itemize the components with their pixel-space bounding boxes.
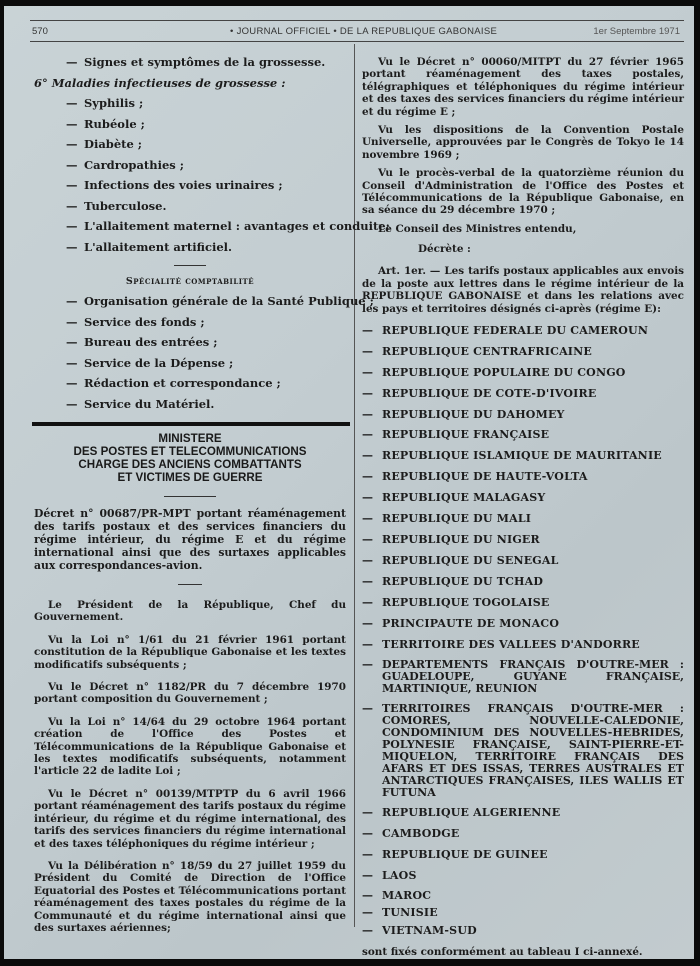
dash-bullet: —: [362, 848, 374, 862]
dash-bullet: —: [362, 386, 374, 400]
paragraph: Vu la Délibération n° 18/59 du 27 juillet 1959 du Président du Comité de Direction de l'Office Equatorial des Postes et Télécommunications portant réaménagement des taxes postales du régime de la Communauté et du régime international ainsi que des surtaxes aériennes;: [34, 859, 346, 934]
dash-bullet: —: [362, 553, 374, 567]
country-item: — REPUBLIQUE DE GUINEE: [362, 845, 684, 866]
paragraph: Vu les dispositions de la Convention Postale Universelle, approuvées par le Congrès de Tokyo le 14 novembre 1969 ;: [362, 124, 684, 161]
dash-bullet: —: [362, 574, 374, 588]
country-item: — REPUBLIQUE DU TCHAD: [362, 572, 684, 593]
dash-bullet: —: [362, 702, 373, 716]
list-item: — Bureau des entrées ;: [34, 332, 346, 353]
separator-rule: [164, 496, 216, 497]
section6-list: [34, 93, 390, 257]
specialite-heading: Spécialité comptabilité: [125, 276, 255, 287]
list-item: — L'allaitement maternel : avantages et conduite;: [34, 216, 346, 237]
list-item: — Service de la Dépense ;: [34, 353, 346, 374]
dash-bullet: —: [362, 889, 374, 903]
dash-bullet: —: [362, 512, 374, 526]
country-item: — TUNISIE: [362, 906, 438, 920]
country-item: — REPUBLIQUE DU SENEGAL: [362, 551, 684, 572]
dash-bullet: —: [66, 294, 78, 308]
dash-bullet: —: [66, 219, 78, 233]
paragraph: Vu la Loi n° 1/61 du 21 février 1961 portant constitution de la République Gabonaise et les textes modificatifs subséquents ;: [34, 633, 346, 671]
country-item: — REPUBLIQUE MALAGASY: [362, 488, 684, 509]
country-item: — TERRITOIRE DES VALLEES D'ANDORRE: [362, 635, 684, 656]
dash-bullet: —: [362, 344, 374, 358]
dash-bullet: —: [362, 365, 374, 379]
dash-bullet: —: [362, 806, 374, 820]
page-number: 570: [32, 26, 48, 37]
list-item: — Organisation générale de la Santé Publique ;: [34, 291, 346, 312]
dash-bullet: —: [66, 314, 78, 329]
paragraph: Vu la Loi n° 14/64 du 29 octobre 1964 portant création de l'Office des Postes et Télécommunications de la République Gabonaise et les textes modificatifs subséquents, notamment l'article 22 de ladite Loi ;: [34, 715, 346, 778]
right-column: [362, 44, 684, 958]
dash-bullet: —: [362, 407, 374, 421]
dash-bullet: —: [362, 428, 374, 442]
section-break-rule: [32, 422, 350, 426]
country-item: — REPUBLIQUE DE HAUTE-VOLTA: [362, 467, 684, 488]
country-item: — REPUBLIQUE ISLAMIQUE DE MAURITANIE: [362, 446, 684, 467]
section-heading: 6° Maladies infectieuses de grossesse :: [34, 75, 286, 90]
journal-title: • JOURNAL OFFICIEL • DE LA REPUBLIQUE GABONAISE: [230, 26, 498, 37]
ministry-heading: MINISTERE DES POSTES ET TELECOMMUNICATIONS CHARGE DES ANCIENS COMBATTANTS ET VICTIMES DE GUERRE: [73, 432, 307, 484]
column-divider: [354, 44, 355, 927]
paragraph: Le Conseil des Ministres entendu,: [378, 222, 577, 235]
decrete-heading: Décrète :: [418, 243, 471, 256]
dash-bullet: —: [362, 827, 374, 841]
list-item: — Service du Matériel.: [34, 394, 346, 415]
specialite-list: [34, 291, 374, 414]
list-item: — Infections des voies urinaires ;: [34, 175, 346, 196]
dash-bullet: —: [362, 924, 374, 938]
country-item: — REPUBLIQUE DU NIGER: [362, 530, 684, 551]
country-item: — LAOS: [362, 866, 684, 887]
paragraph: Vu le Décret n° 00060/MITPT du 27 février 1965 portant réaménagement des taxes postales, télégraphiques et téléphoniques du régime intérieur et des taxes des services financiers du régime intérieur et du régime E ;: [362, 56, 684, 118]
list-item: — Diabète ;: [34, 134, 346, 155]
country-item: — REPUBLIQUE TOGOLAISE: [362, 593, 684, 614]
separator-rule: [174, 265, 206, 266]
article-1: Art. 1er. — Les tarifs postaux applicables aux envois de la poste aux lettres dans le régime intérieur de la REPUBLIQUE GABONAISE et dans les relations avec les pays et territoires désignés ci-après (régime E):: [362, 265, 684, 315]
dash-bullet: —: [362, 323, 374, 337]
dash-bullet: —: [362, 595, 374, 609]
country-item-dom: — DEPARTEMENTS FRANÇAIS D'OUTRE-MER : GUADELOUPE, GUYANE FRANÇAISE, MARTINIQUE, REUNION: [362, 658, 684, 696]
list-item: — Tuberculose.: [34, 196, 346, 217]
dash-bullet: —: [362, 637, 374, 651]
dash-bullet: —: [362, 869, 374, 883]
dash-bullet: —: [66, 96, 78, 110]
dash-bullet: —: [362, 616, 374, 630]
list-item: — Rubéole ;: [34, 114, 346, 135]
dash-bullet: —: [362, 470, 374, 484]
dash-bullet: —: [66, 198, 78, 213]
list-item: — L'allaitement artificiel.: [34, 237, 346, 258]
list-item: — Cardropathies ;: [34, 155, 346, 176]
document-page: [4, 6, 694, 959]
dash-bullet: —: [66, 396, 78, 411]
country-item: — REPUBLIQUE POPULAIRE DU CONGO: [362, 363, 684, 384]
country-item: — VIETNAM-SUD: [362, 921, 684, 942]
dash-bullet: —: [66, 55, 78, 69]
dash-bullet: —: [66, 116, 78, 131]
country-item: — REPUBLIQUE DU DAHOMEY: [362, 405, 684, 426]
country-item: — REPUBLIQUE ALGERIENNE: [362, 803, 684, 824]
country-item-tom: — TERRITOIRES FRANÇAIS D'OUTRE-MER : COMORES, NOUVELLE-CALEDONIE, CONDOMINIUM DES NOUVELLES-HEBRIDES, POLYNESIE FRANÇAISE, SAINT-PIERRE-ET-MIQUELON, TERRITOIRE FRANÇAIS DES AFARS ET DES ISSAS, TERRES AUSTRALES ET ANTARCTIQUES FRANÇAISES, ILES WALLIS ET FUTUNA: [362, 702, 684, 800]
country-item: — REPUBLIQUE FRANÇAISE: [362, 425, 684, 446]
dash-bullet: —: [66, 157, 78, 172]
dash-bullet: —: [362, 449, 374, 463]
dash-bullet: —: [66, 335, 78, 349]
dash-bullet: —: [66, 178, 78, 192]
country-item: — CAMBODGE: [362, 824, 684, 845]
paragraph: Vu le Décret n° 1182/PR du 7 décembre 1970 portant composition du Gouvernement ;: [34, 681, 346, 706]
separator-rule: [178, 584, 202, 585]
paragraph: Vu le procès-verbal de la quatorzième réunion du Conseil d'Administration de l'Office des Postes et Télécommunications de la République Gabonaise, en sa séance du 29 décembre 1970 ;: [362, 167, 684, 217]
country-item: — PRINCIPAUTE DE MONACO: [362, 614, 684, 635]
decret-title: Décret n° 00687/PR-MPT portant réaménagement des tarifs postaux et des services financiers du régime intérieur, du régime E et du régime international ainsi que des surtaxes applicables aux correspondances-avion.: [34, 507, 346, 572]
dash-bullet: —: [362, 658, 373, 672]
dash-bullet: —: [362, 532, 374, 546]
country-item: — REPUBLIQUE DE COTE-D'IVOIRE: [362, 384, 684, 405]
country-item: — REPUBLIQUE CENTRAFRICAINE: [362, 342, 684, 363]
list-item: — Rédaction et correspondance ;: [34, 373, 346, 394]
dash-bullet: —: [66, 355, 78, 370]
dash-bullet: —: [66, 137, 78, 151]
page-header: [30, 20, 684, 42]
closing-text: sont fixés conformément au tableau I ci-annexé.: [362, 945, 643, 958]
country-item: — MAROC: [362, 889, 432, 903]
list-item: — Syphilis ;: [34, 93, 346, 114]
dash-bullet: —: [66, 376, 78, 390]
list-item: — Signes et symptômes de la grossesse.: [34, 52, 346, 73]
country-item: — REPUBLIQUE FEDERALE DU CAMEROUN: [362, 321, 684, 342]
dash-bullet: —: [66, 239, 78, 254]
paragraph: Le Président de la République, Chef du Gouvernement.: [34, 599, 346, 624]
issue-date: 1er Septembre 1971: [593, 26, 680, 37]
dash-bullet: —: [362, 906, 374, 920]
paragraph: Vu le Décret n° 00139/MTPTP du 6 avril 1966 portant réaménagement des tarifs postaux du régime intérieur, du régime et du régime international, des tarifs des services financiers du régime international et des taxes téléphoniques du régime intérieur ;: [34, 787, 346, 850]
country-list: [362, 321, 684, 942]
list-item: — Service des fonds ;: [34, 312, 346, 333]
country-item: — REPUBLIQUE DU MALI: [362, 509, 684, 530]
dash-bullet: —: [362, 491, 374, 505]
